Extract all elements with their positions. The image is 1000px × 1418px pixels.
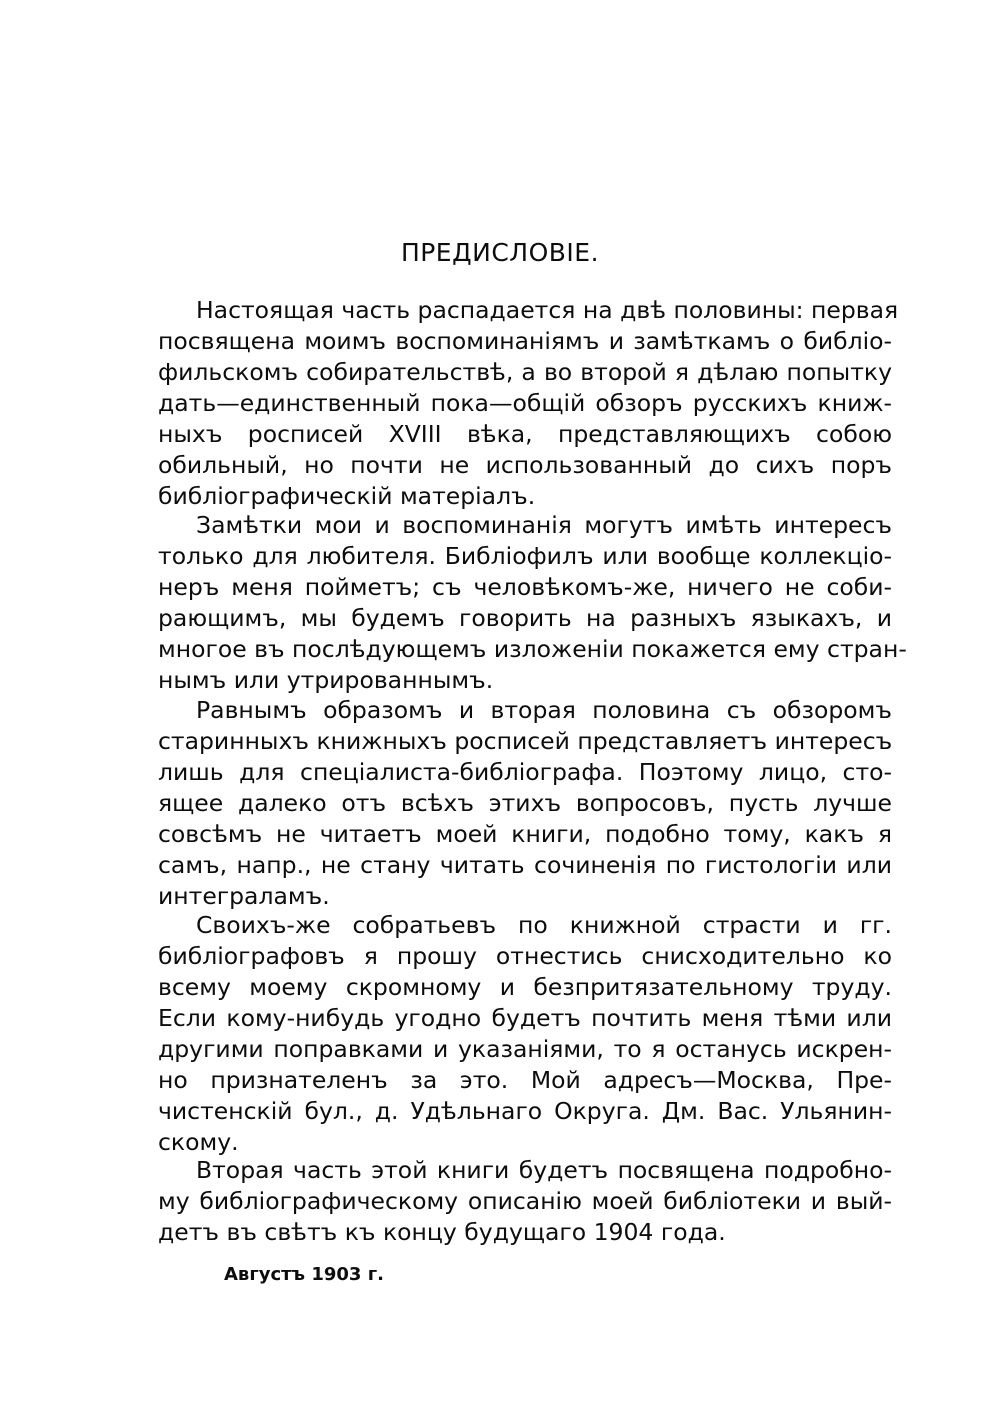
page-title: ПРЕДИСЛОВІЕ. [400,238,600,267]
text-line: библіографическій матеріалъ. [158,482,536,510]
text-line: самъ, напр., не стану читать сочиненія по гистологіи или [158,851,892,879]
text-line: интеграламъ. [158,882,330,910]
text-line: дать—единственный пока—общій обзоръ русскихъ книж- [158,389,892,417]
date-signature: Августъ 1903 г. [224,1264,384,1285]
text-line: скому. [158,1128,239,1156]
text-line: фильскомъ собирательствѣ, а во второй я дѣлаю попытку [158,358,892,386]
text-line: но признателенъ за это. Мой адресъ—Москва, Пре- [158,1066,892,1094]
text-line: Равнымъ образомъ и вторая половина съ обзоромъ [196,696,892,724]
text-line: многое въ послѣдующемъ изложеніи покажется ему стран- [158,635,907,663]
text-line: рающимъ, мы будемъ говорить на разныхъ языкахъ, и [158,604,892,632]
text-line: всему моему скромному и безпритязательному труду. [158,973,892,1001]
text-line: Настоящая часть распадается на двѣ половины: первая [196,296,899,324]
text-line: обильный, но почти не использованный до сихъ поръ [158,451,892,479]
text-line: чистенскій бул., д. Удѣльнаго Округа. Дм. Вас. Ульянин- [158,1097,892,1125]
text-line: ныхъ росписей XVIII вѣка, представляющихъ собою [158,420,892,448]
text-line: посвящена моимъ воспоминаніямъ и замѣткамъ о библіо- [158,327,892,355]
text-line: нымъ или утрированнымъ. [158,666,494,694]
text-line: совсѣмъ не читаетъ моей книги, подобно тому, какъ я [158,820,892,848]
text-line: Вторая часть этой книги будетъ посвящена подробно- [196,1156,892,1184]
text-line: детъ въ свѣтъ къ концу будущаго 1904 года. [158,1218,726,1246]
text-line: ящее далеко отъ всѣхъ этихъ вопросовъ, пусть лучше [158,789,892,817]
text-line: му библіографическому описанію моей библіотеки и вый- [158,1187,892,1215]
text-line: лишь для спеціалиста-библіографа. Поэтому лицо, сто- [158,758,892,786]
text-line: неръ меня пойметъ; съ человѣкомъ-же, ничего не соби- [158,573,892,601]
text-line: Замѣтки мои и воспоминанія могутъ имѣть интересъ [196,511,892,539]
text-line: другими поправками и указаніями, то я останусь искрен- [158,1035,892,1063]
text-line: Своихъ-же собратьевъ по книжной страсти и гг. [196,911,892,939]
text-line: старинныхъ книжныхъ росписей представляетъ интересъ [158,727,893,755]
text-line: только для любителя. Библіофилъ или вообще коллекціо- [158,542,892,570]
text-line: Если кому-нибудь угодно будетъ почтить меня тѣми или [158,1004,892,1032]
text-line: библіографовъ я прошу отнестись снисходительно ко [158,942,892,970]
